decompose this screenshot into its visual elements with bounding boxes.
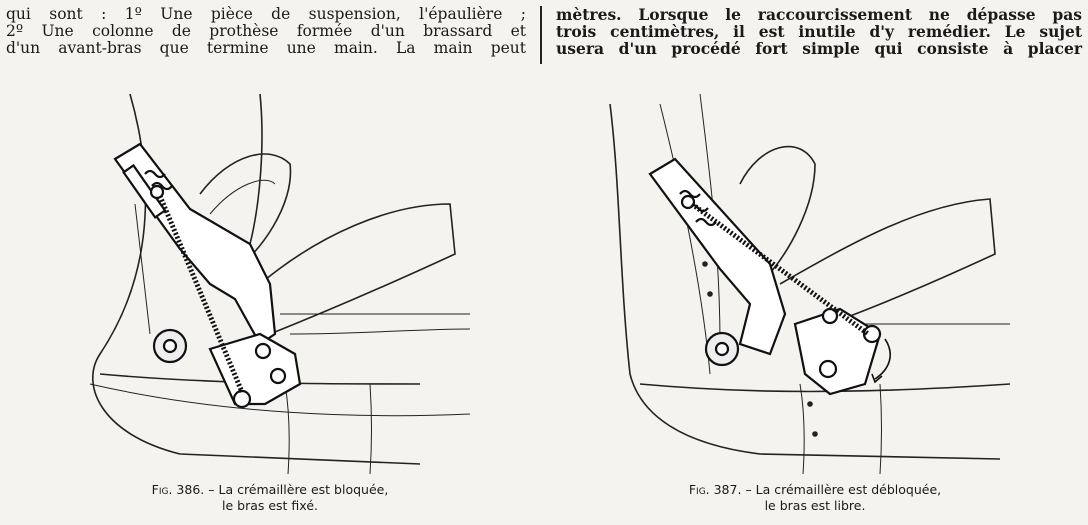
figure-label: Fig. 386.: [151, 482, 205, 497]
text-line: trois centimètres, il est inutile d'y remédier. Le sujet: [556, 22, 1082, 41]
left-text-column: [6, 6, 526, 57]
figure-386-caption: [110, 482, 430, 514]
figure-386-illustration: [60, 84, 480, 474]
text-line: 2º Une colonne de prothèse formée d'un brassard et: [6, 22, 526, 40]
text-line: d'un avant-bras que termine une main. La main peut: [6, 39, 526, 57]
caption-text: – La crémaillère est bloquée,: [208, 482, 389, 497]
prosthesis-locked-drawing: [60, 84, 480, 474]
caption-text: – La crémaillère est débloquée,: [745, 482, 942, 497]
text-line: mètres. Lorsque le raccourcissement ne dépasse pas: [556, 5, 1082, 24]
prosthesis-unlocked-drawing: [600, 84, 1020, 474]
text-line: usera d'un procédé fort simple qui consiste à placer: [556, 39, 1082, 58]
figure-label: Fig. 387.: [688, 482, 742, 497]
caption-text: le bras est fixé.: [222, 498, 318, 513]
column-divider: [540, 6, 542, 64]
right-text-column: [556, 6, 1082, 57]
caption-text: le bras est libre.: [764, 498, 866, 513]
text-line: qui sont : 1º Une pièce de suspension, l'épaulière ;: [6, 5, 526, 23]
figure-387-illustration: [600, 84, 1020, 474]
figure-387-caption: [650, 482, 980, 514]
